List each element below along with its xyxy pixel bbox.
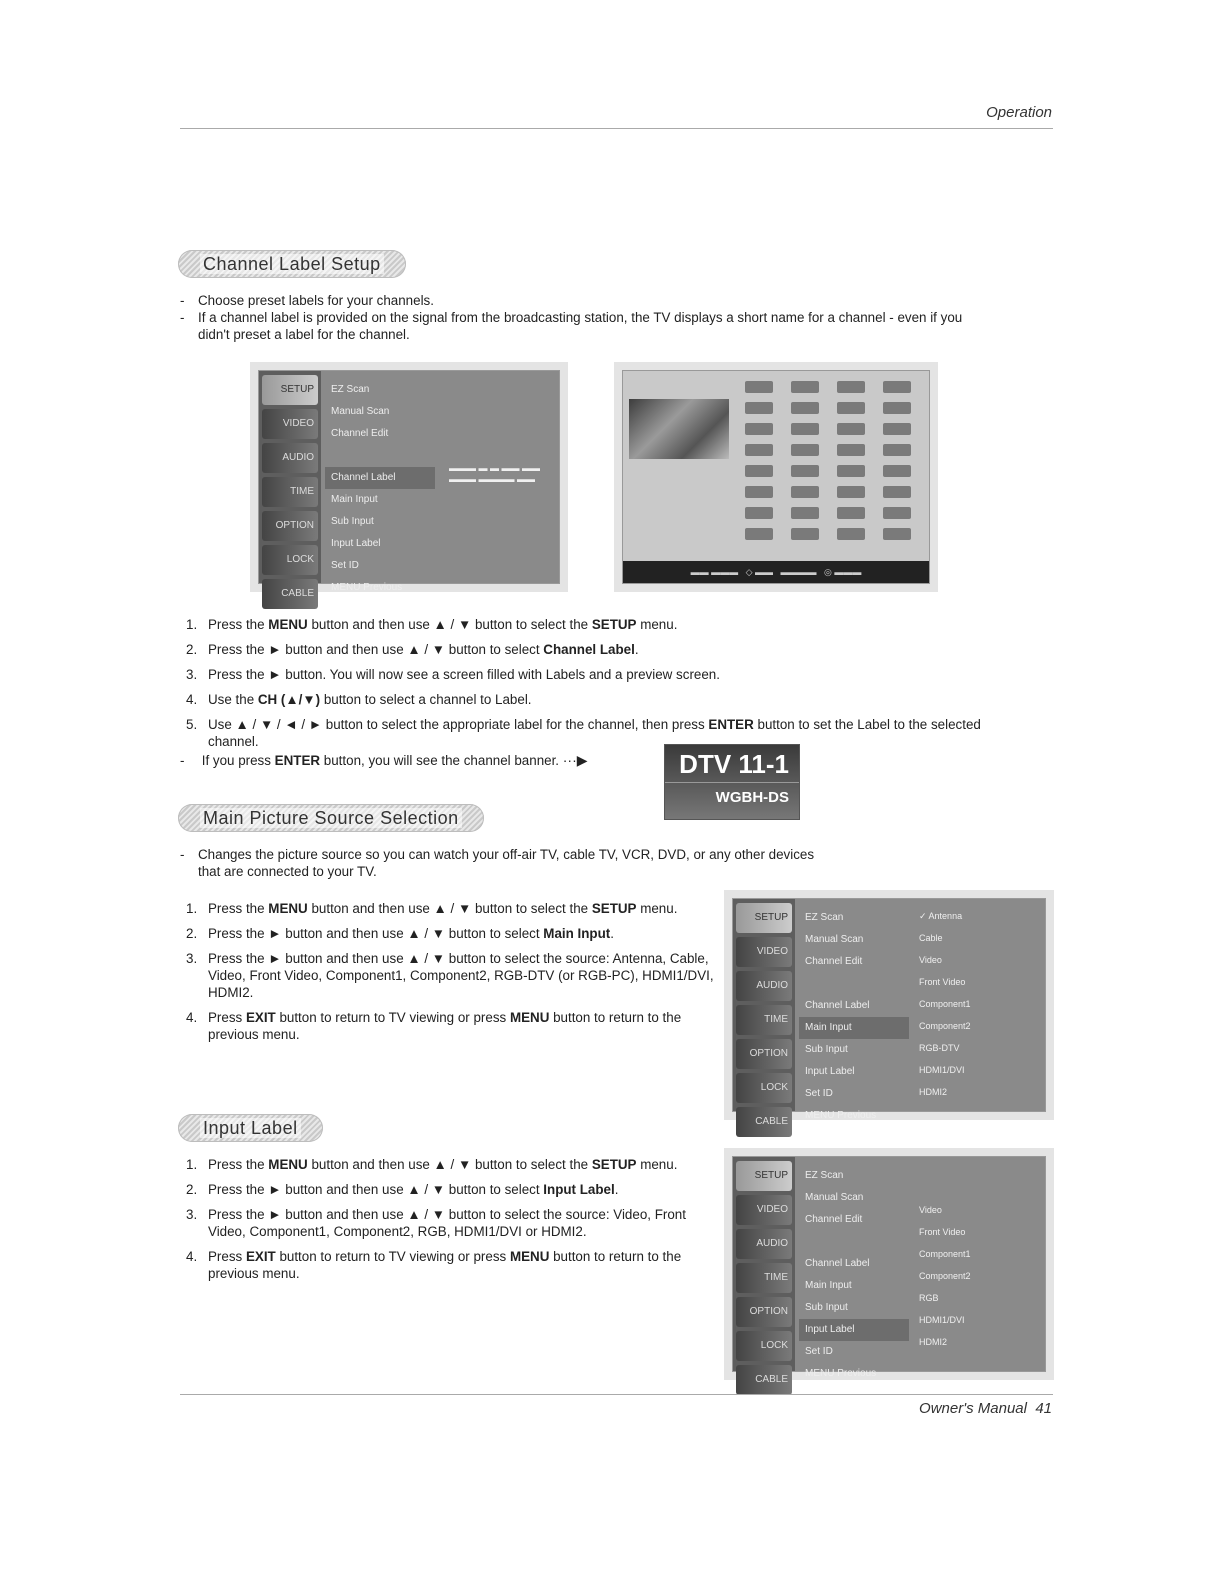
menu-item: EZ Scan: [331, 384, 370, 395]
step-item: 2. Press the ► button and then use ▲ / ▼ button to select Main Input.: [186, 926, 614, 941]
channel-label-steps: [186, 616, 992, 758]
enter-note: - If you press ENTER button, you will see the channel banner. ···▶: [180, 752, 668, 769]
menu-tab-time: TIME: [736, 1263, 792, 1293]
main-picture-steps: [186, 900, 718, 1051]
label-icon: [883, 444, 911, 456]
step-item: 3. Press the ► button and then use ▲ / ▼ button to select the source: Video, Front Video, Component1, Component2, RGB, HDMI1/DVI or HDMI2.: [186, 1207, 686, 1239]
input-item: Video: [919, 1205, 942, 1215]
label-icon: [791, 528, 819, 540]
menu-tab-time: TIME: [262, 477, 318, 507]
menu-item: Input Label: [331, 538, 381, 549]
source-item: Cable: [919, 933, 943, 943]
label-icon: [791, 423, 819, 435]
menu-list: [325, 379, 435, 599]
menu-item: EZ Scan: [805, 912, 844, 923]
label-icon: [791, 444, 819, 456]
main-input-screenshot: [732, 898, 1046, 1127]
source-item: Front Video: [919, 977, 966, 987]
menu-item: Channel Label: [805, 1258, 870, 1269]
menu-item: Main Input: [805, 1280, 852, 1291]
label-icon: [791, 507, 819, 519]
menu-item: [799, 1231, 909, 1253]
menu-item: Channel Edit: [805, 956, 863, 967]
arrow-right-icon: ···▶: [562, 752, 588, 768]
input-item: RGB: [919, 1293, 939, 1303]
label-icon: [883, 465, 911, 477]
input-label-title: Input Label: [178, 1114, 323, 1142]
label-icon: [837, 507, 865, 519]
menu-item: Input Label: [799, 1319, 909, 1341]
menu-item: Channel Edit: [805, 1214, 863, 1225]
input-item: Component2: [919, 1271, 971, 1281]
menu-item: Sub Input: [805, 1302, 848, 1313]
source-item: HDMI2: [919, 1087, 948, 1097]
label-icon: [883, 507, 911, 519]
menu-tab-option: OPTION: [736, 1297, 792, 1327]
menu-sidebar: [733, 1157, 795, 1385]
menu-tab-setup: SETUP: [736, 903, 792, 933]
label-icon: [883, 402, 911, 414]
manual-title: Owner's Manual: [919, 1400, 1027, 1417]
menu-tab-lock: LOCK: [736, 1331, 792, 1361]
menu-item: Channel Label: [805, 1000, 870, 1011]
menu-item: Sub Input: [805, 1044, 848, 1055]
menu-tab-lock: LOCK: [736, 1073, 792, 1103]
label-grid-footer: ▬▬ ▬▬▬ ◇ ▬▬ ▬▬▬▬ ◎ ▬▬▬: [623, 561, 929, 583]
label-icon: [837, 465, 865, 477]
step-item: 4. Press EXIT button to return to TV viewing or press MENU button to return to the previous menu.: [186, 1010, 682, 1042]
menu-item: Input Label: [805, 1066, 855, 1077]
label-grid: [739, 377, 925, 547]
intro-bullet: - If a channel label is provided on the signal from the broadcasting station, the TV displays a short name for a channel - even if you didn't preset a label for the channel.: [180, 309, 990, 343]
section-header: Operation: [986, 104, 1052, 121]
channel-label-intro: [180, 292, 990, 343]
menu-item: Main Input: [331, 494, 378, 505]
label-icon: [745, 402, 773, 414]
label-icon: [837, 381, 865, 393]
menu-item: Set ID: [331, 560, 359, 571]
label-icon: [745, 444, 773, 456]
source-item: Component2: [919, 1021, 971, 1031]
menu-tab-option: OPTION: [262, 511, 318, 541]
menu-item: Sub Input: [331, 516, 374, 527]
input-list: [919, 1199, 1037, 1353]
menu-sidebar: [259, 371, 321, 599]
header-rule: [180, 128, 1053, 129]
channel-banner: [664, 744, 800, 820]
source-item: Component1: [919, 999, 971, 1009]
menu-tab-time: TIME: [736, 1005, 792, 1035]
label-icon: [883, 486, 911, 498]
label-icon: [883, 528, 911, 540]
footer-rule: [180, 1394, 1053, 1395]
label-icon: [837, 402, 865, 414]
menu-sidebar: [733, 899, 795, 1127]
label-icon: [745, 486, 773, 498]
label-icon: [791, 465, 819, 477]
menu-tab-video: VIDEO: [262, 409, 318, 439]
source-item: RGB-DTV: [919, 1043, 960, 1053]
step-item: 2. Press the ► button and then use ▲ / ▼ button to select Input Label.: [186, 1182, 619, 1197]
label-icon: [745, 507, 773, 519]
menu-tab-cable: CABLE: [736, 1107, 792, 1137]
menu-tab-audio: AUDIO: [736, 1229, 792, 1259]
step-item: 1. Press the MENU button and then use ▲ / ▼ button to select the SETUP menu.: [186, 617, 678, 632]
step-item: 3. Press the ► button and then use ▲ / ▼ button to select the source: Antenna, Cable, Video, Front Video, Component1, Component2, RGB-DTV (or RGB-PC), HDMI1/DVI, HDMI2.: [186, 951, 714, 1000]
menu-tab-lock: LOCK: [262, 545, 318, 575]
menu-item: MENU Previous: [805, 1368, 877, 1379]
menu-item: MENU Previous: [805, 1110, 877, 1121]
label-icon: [745, 528, 773, 540]
label-icon: [883, 381, 911, 393]
banner-station: WGBH-DS: [665, 782, 799, 806]
preview-window: [629, 399, 729, 459]
menu-item: Channel Label: [325, 467, 435, 489]
page-number: 41: [1035, 1400, 1052, 1417]
intro-bullet: - Choose preset labels for your channels.: [180, 292, 990, 309]
menu-tab-option: OPTION: [736, 1039, 792, 1069]
main-picture-intro: - Changes the picture source so you can watch your off-air TV, cable TV, VCR, DVD, or any other devices that are connected to your TV.: [180, 846, 828, 880]
label-icon: [791, 486, 819, 498]
label-icon: [745, 465, 773, 477]
label-icon: [791, 402, 819, 414]
setup-menu-screenshot: [258, 370, 560, 599]
menu-item: Set ID: [805, 1088, 833, 1099]
input-item: HDMI1/DVI: [919, 1315, 965, 1325]
step-item: 1. Press the MENU button and then use ▲ / ▼ button to select the SETUP menu.: [186, 1157, 678, 1172]
label-icon: [837, 528, 865, 540]
banner-channel: DTV 11-1: [679, 749, 789, 779]
menu-tab-setup: SETUP: [262, 375, 318, 405]
label-icon: [883, 423, 911, 435]
label-icon: [837, 423, 865, 435]
menu-tab-cable: CABLE: [262, 579, 318, 609]
main-picture-title: Main Picture Source Selection: [178, 804, 484, 832]
source-list: [919, 905, 1037, 1103]
menu-item: [325, 445, 435, 467]
page-footer: [919, 1400, 1052, 1417]
step-item: 3. Press the ► button. You will now see a screen filled with Labels and a preview screen.: [186, 667, 720, 682]
menu-tab-video: VIDEO: [736, 1195, 792, 1225]
menu-tab-audio: AUDIO: [262, 443, 318, 473]
menu-list: [799, 907, 909, 1127]
menu-item: Channel Edit: [331, 428, 389, 439]
source-item: Video: [919, 955, 942, 965]
label-icon: [837, 444, 865, 456]
input-item: Component1: [919, 1249, 971, 1259]
menu-tab-audio: AUDIO: [736, 971, 792, 1001]
channel-label-title: Channel Label Setup: [178, 250, 406, 278]
input-label-steps: [186, 1156, 718, 1290]
input-item: HDMI2: [919, 1337, 948, 1347]
menu-tab-setup: SETUP: [736, 1161, 792, 1191]
source-item: HDMI1/DVI: [919, 1065, 965, 1075]
label-grid-screenshot: [622, 370, 930, 584]
menu-item: MENU Previous: [331, 582, 403, 593]
menu-item: Set ID: [805, 1346, 833, 1357]
menu-item: Manual Scan: [805, 1192, 864, 1203]
step-item: 1. Press the MENU button and then use ▲ / ▼ button to select the SETUP menu.: [186, 901, 678, 916]
input-label-screenshot: [732, 1156, 1046, 1385]
step-item: 4. Use the CH (▲/▼) button to select a channel to Label.: [186, 692, 532, 707]
step-item: 5. Use ▲ / ▼ / ◄ / ► button to select the appropriate label for the channel, then press ENTER button to set the Label to the selected channel.: [186, 717, 981, 749]
step-item: 4. Press EXIT button to return to TV viewing or press MENU button to return to the previous menu.: [186, 1249, 682, 1281]
label-icon: [837, 486, 865, 498]
menu-hint: ▬▬▬ ▬ ▬ ▬▬ ▬▬ ▬▬▬ ▬▬▬▬ ▬▬: [449, 463, 541, 484]
label-icon: [745, 423, 773, 435]
step-item: 2. Press the ► button and then use ▲ / ▼ button to select Channel Label.: [186, 642, 639, 657]
menu-item: EZ Scan: [805, 1170, 844, 1181]
menu-tab-cable: CABLE: [736, 1365, 792, 1395]
source-item: ✓ Antenna: [919, 911, 963, 921]
menu-item: Main Input: [799, 1017, 909, 1039]
input-item: Front Video: [919, 1227, 966, 1237]
label-icon: [745, 381, 773, 393]
menu-item: Manual Scan: [331, 406, 390, 417]
menu-tab-video: VIDEO: [736, 937, 792, 967]
menu-item: Manual Scan: [805, 934, 864, 945]
menu-item: [799, 973, 909, 995]
menu-list: [799, 1165, 909, 1385]
label-icon: [791, 381, 819, 393]
